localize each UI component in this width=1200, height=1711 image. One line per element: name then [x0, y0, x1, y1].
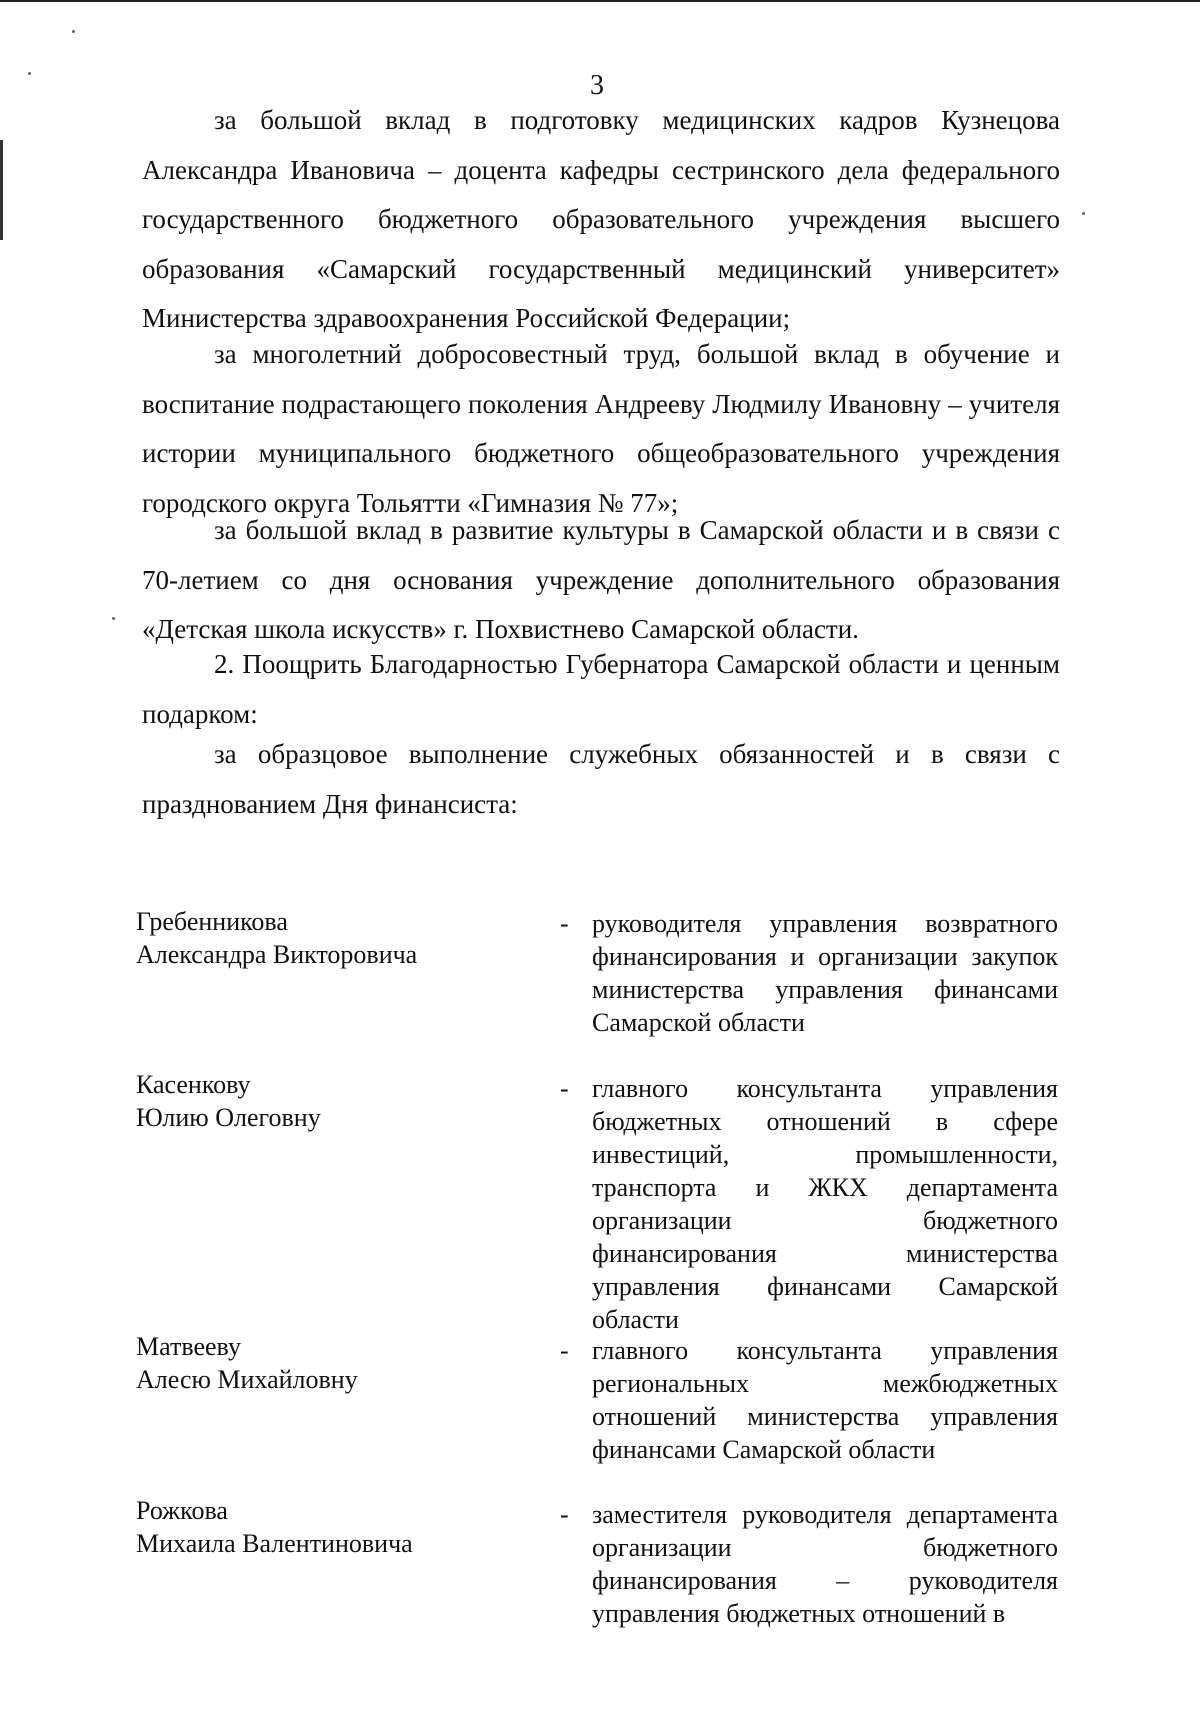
scan-left-edge-mark: [0, 140, 3, 240]
recipient-position: главного консультанта управления региональных межбюджетных отношений министерства управления финансами Самарской области: [592, 1336, 1058, 1464]
scan-speck: [1082, 212, 1085, 215]
recipient-position: руководителя управления возвратного финансирования и организации закупок министерства управления финансами Самарской области: [592, 909, 1058, 1037]
award-paragraph-andreeva: за многолетний добросовестный труд, большой вклад в обучение и воспитание подрастающего поколения Андрееву Людмилу Ивановну – учителя истории муниципального бюджетного общеобразовательного учреждения городского округа Тольятти «Гимназия № 77»;: [142, 339, 1060, 518]
financier-day-paragraph: за образцовое выполнение служебных обязанностей и в связи с празднованием Дня финансиста:: [142, 739, 1060, 819]
recipient-given-names: Михаила Валентиновича: [136, 1529, 413, 1558]
recipient-name: [136, 905, 536, 971]
entry-dash: -: [560, 909, 569, 938]
section-2-heading: 2. Поощрить Благодарностью Губернатора Самарской области и ценным подарком:: [142, 649, 1060, 729]
recipient-surname: Касенкову: [136, 1070, 251, 1099]
recipient-given-names: Алесю Михайловну: [136, 1365, 358, 1394]
award-paragraph-kuznetsov: за большой вклад в подготовку медицинских кадров Кузнецова Александра Ивановича – доцента кафедры сестринского дела федерального государственного бюджетного образовательного учреждения высшего образования «Самарский государственный медицинский университет» Министерства здравоохранения Российской Федерации;: [142, 105, 1060, 333]
recipient-surname: Гребенникова: [136, 907, 288, 936]
page-number: 3: [590, 70, 604, 101]
scan-speck: [72, 30, 75, 33]
scan-speck: [28, 72, 31, 75]
scan-speck: [112, 617, 115, 620]
recipient-name: [136, 1068, 536, 1134]
entry-dash: -: [560, 1074, 569, 1103]
recipient-position: заместителя руководителя департамента организации бюджетного финансирования – руководителя управления бюджетных отношений в: [592, 1500, 1058, 1628]
recipient-given-names: Александра Викторовича: [136, 940, 418, 969]
scan-top-edge: [0, 0, 1200, 2]
recipient-surname: Матвееву: [136, 1332, 241, 1361]
entry-dash: -: [560, 1500, 569, 1529]
recipient-surname: Рожкова: [136, 1496, 228, 1525]
recipient-position: главного консультанта управления бюджетных отношений в сфере инвестиций, промышленности, транспорта и ЖКХ департамента организации бюджетного финансирования министерства управления финансами Самарской области: [592, 1074, 1058, 1334]
recipient-name: [136, 1494, 536, 1560]
recipient-given-names: Юлию Олеговну: [136, 1103, 321, 1132]
award-paragraph-art-school: за большой вклад в развитие культуры в Самарской области и в связи с 70-летием со дня основания учреждение дополнительного образования «Детская школа искусств» г. Похвистнево Самарской области.: [142, 515, 1060, 644]
entry-dash: -: [560, 1336, 569, 1365]
recipient-name: [136, 1330, 536, 1396]
